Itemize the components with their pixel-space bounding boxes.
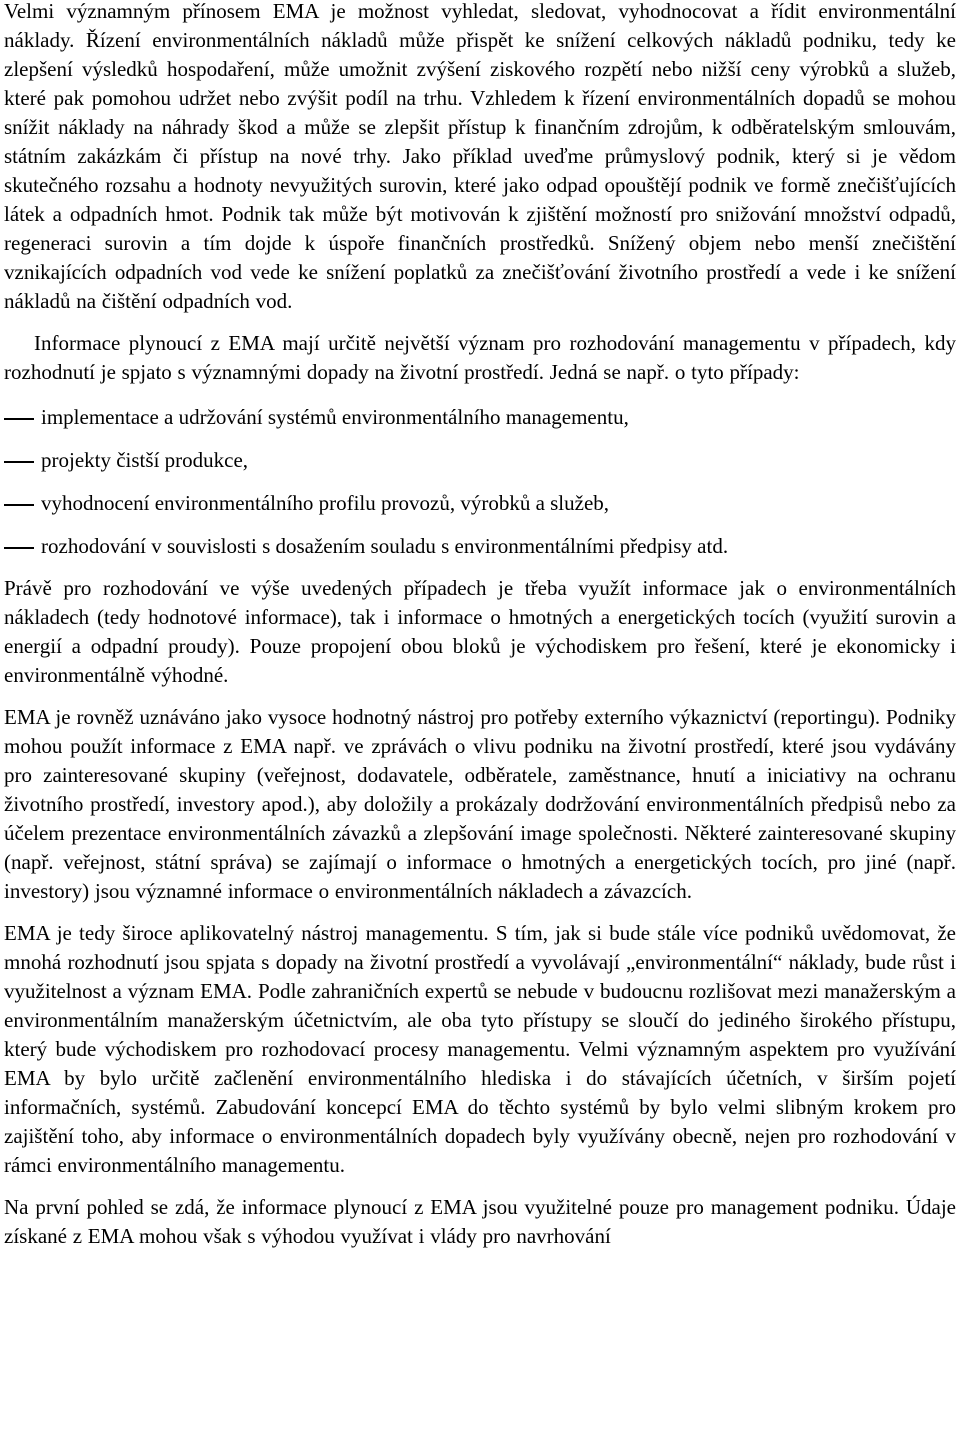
paragraph-cost-and-flow-info: Právě pro rozhodování ve výše uvedených případech je třeba využít informace jak o environmentálních nákladech (tedy hodnotové informace), tak i informace o hmotných a energetických tocích (využití surovin a energií a odpadní proudy). Pouze propojení obou bloků je východiskem pro řešení, které je ekonomicky i environmentálně výhodné. xyxy=(4,576,956,687)
list-item xyxy=(4,532,956,561)
paragraph-ema-benefits: Velmi významným přínosem EMA je možnost vyhledat, sledovat, vyhodnocovat a řídit environmentální náklady. Řízení environmentálních nákladů může přispět ke snížení celkových nákladů podniku, tedy ke zlepšení výsledků hospodaření, může umožnit zvýšení ziskového rozpětí nebo nižší ceny výrobků a služeb, které pak pomohou udržet nebo zvýšit podíl na trhu. Vzhledem k řízení environmentálních dopadů se mohou snížit náklady na náhrady škod a může se zlepšit přístup k finančním zdrojům, k odběratelským smlouvám, státním zakázkám či přístup na nové trhy. Jako příklad uveďme průmyslový podnik, který si je vědom skutečného rozsahu a hodnoty nevyužitých surovin, které jako odpad opouštějí podnik ve formě znečišťujících látek a odpadních hmot. Podnik tak může být motivován k zjištění možností pro snižování množství odpadů, regeneraci surovin a tím dojde k úspoře finančních prostředků. Snížený objem nebo menší znečištění vznikajících odpadních vod vede ke snížení poplatků za znečišťování životního prostředí a vede i ke snížení nákladů na čištění odpadních vod. xyxy=(4,0,956,313)
paragraph-government-use: Na první pohled se zdá, že informace plynoucí z EMA jsou využitelné pouze pro management podniku. Údaje získané z EMA mohou však s výhodou využívat i vlády pro navrhování xyxy=(4,1195,956,1248)
list-item xyxy=(4,403,956,432)
list-item xyxy=(4,489,956,518)
paragraph-management-decisions: Informace plynoucí z EMA mají určitě největší význam pro rozhodování managementu v případech, kdy rozhodnutí je spjato s významnými dopady na životní prostředí. Jedná se např. o tyto případy: xyxy=(4,331,956,384)
list-item-text: implementace a udržování systémů environmentálního managementu, xyxy=(41,405,629,429)
paragraph-external-reporting: EMA je rovněž uznáváno jako vysoce hodnotný nástroj pro potřeby externího výkaznictví (reportingu). Podniky mohou použít informace z EMA např. ve zprávách o vlivu podniku na životní prostředí, které jsou vydávány pro zainteresované skupiny (veřejnost, dodavatele, odběratele, zaměstnance, hnutí a iniciativy na ochranu životního prostředí, investory apod.), aby doložily a prokázaly dodržování environmentálních předpisů nebo za účelem prezentace environmentálních závazků a zlepšování image společnosti. Některé zainteresované skupiny (např. veřejnost, státní správa) se zajímají o informace o hmotných a energetických tocích, pro jiné (např. investory) jsou významné informace o environmentálních nákladech a závazcích. xyxy=(4,705,956,903)
dash-bullet-icon xyxy=(4,547,34,549)
paragraph-broad-applicability: EMA je tedy široce aplikovatelný nástroj managementu. S tím, jak si bude stále více podniků uvědomovat, že mnohá rozhodnutí jsou spjata s dopady na životní prostředí a vyvolávají „environmentální“ náklady, bude růst i využitelnost a význam EMA. Podle zahraničních expertů se nebude v budoucnu rozlišovat mezi manažerským a environmentálním manažerským účetnictvím, ale oba tyto přístupy se sloučí do jediného širokého přístupu, který bude východiskem pro rozhodovací procesy managementu. Velmi významným aspektem pro využívání EMA by bylo určitě začlenění environmentálního hlediska i do stávajících účetních, v širším pojetí informačních, systémů. Zabudování koncepcí EMA do těchto systémů by bylo velmi slibným krokem pro zajištění toho, aby informace o environmentálních dopadech byly využívány obecně, nejen pro rozhodování v rámci environmentálního managementu. xyxy=(4,921,956,1177)
dash-bullet-icon xyxy=(4,461,34,463)
dash-bullet-icon xyxy=(4,504,34,506)
cases-list xyxy=(4,403,956,561)
list-item xyxy=(4,446,956,475)
list-item-text: rozhodování v souvislosti s dosažením souladu s environmentálními předpisy atd. xyxy=(41,534,729,558)
list-item-text: vyhodnocení environmentálního profilu provozů, výrobků a služeb, xyxy=(41,491,610,515)
list-item-text: projekty čistší produkce, xyxy=(41,448,249,472)
document-page xyxy=(4,0,956,1251)
dash-bullet-icon xyxy=(4,418,34,420)
